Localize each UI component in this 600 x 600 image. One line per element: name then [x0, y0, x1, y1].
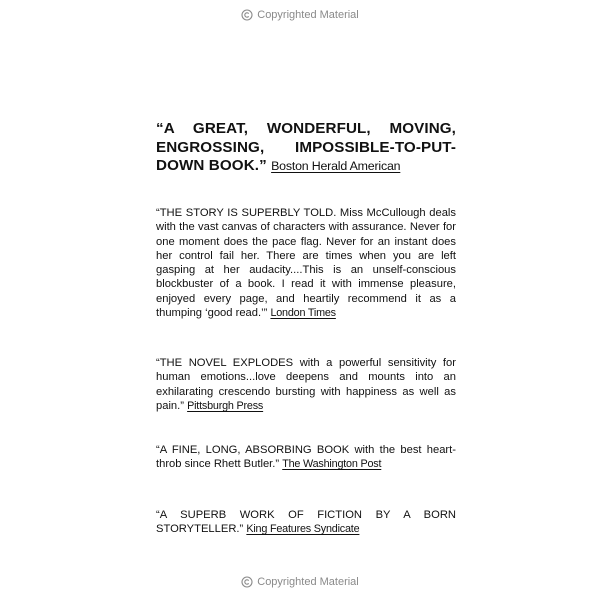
quote-text: “A SUPERB WORK OF FICTION BY A BORN STORYTELLER.”: [156, 509, 456, 536]
quote-washington-post: [156, 443, 456, 472]
quote-source: King Features Syndicate: [246, 523, 360, 536]
quote-source: London Times: [270, 307, 336, 320]
quote-london-times: [156, 206, 456, 320]
quote-source: Boston Herald American: [271, 159, 401, 173]
watermark-text-bottom: Copyrighted Material: [257, 576, 359, 588]
copyright-watermark-bottom: [0, 576, 600, 588]
copyright-icon: [241, 9, 253, 21]
quote-text: “THE STORY IS SUPERBLY TOLD. Miss McCullough deals with the vast canvas of characters with assurance. Never for one moment does the pace flag. Never for an instant does her control fail her. There are times when you are left gasping at her audacity....This is an unself-conscious blockbuster of a book. I read it with immense pleasure, enjoyed every page, and heartily recommend it as a thumping ‘good read.’”: [156, 207, 456, 320]
copyright-watermark-top: [0, 9, 600, 21]
quote-text: “THE NOVEL EXPLODES with a powerful sensitivity for human emotions...love deepens and mounts into an exhilarating crescendo bursting with happiness as well as pain.”: [156, 357, 456, 412]
quote-source: Pittsburgh Press: [187, 399, 264, 412]
quote-text: “A FINE, LONG, ABSORBING BOOK with the best heart-throb since Rhett Butler.”: [156, 444, 456, 471]
watermark-text-top: Copyrighted Material: [257, 9, 359, 21]
quote-boston-herald: [156, 120, 456, 176]
quote-source: The Washington Post: [282, 458, 382, 471]
quote-king-features: [156, 508, 456, 537]
copyright-icon: [241, 576, 253, 588]
quote-text: “A GREAT, WONDERFUL, MOVING, ENGROSSING, IMPOSSIBLE-TO-PUT-DOWN BOOK.”: [156, 120, 456, 174]
quote-pittsburgh-press: [156, 356, 456, 413]
